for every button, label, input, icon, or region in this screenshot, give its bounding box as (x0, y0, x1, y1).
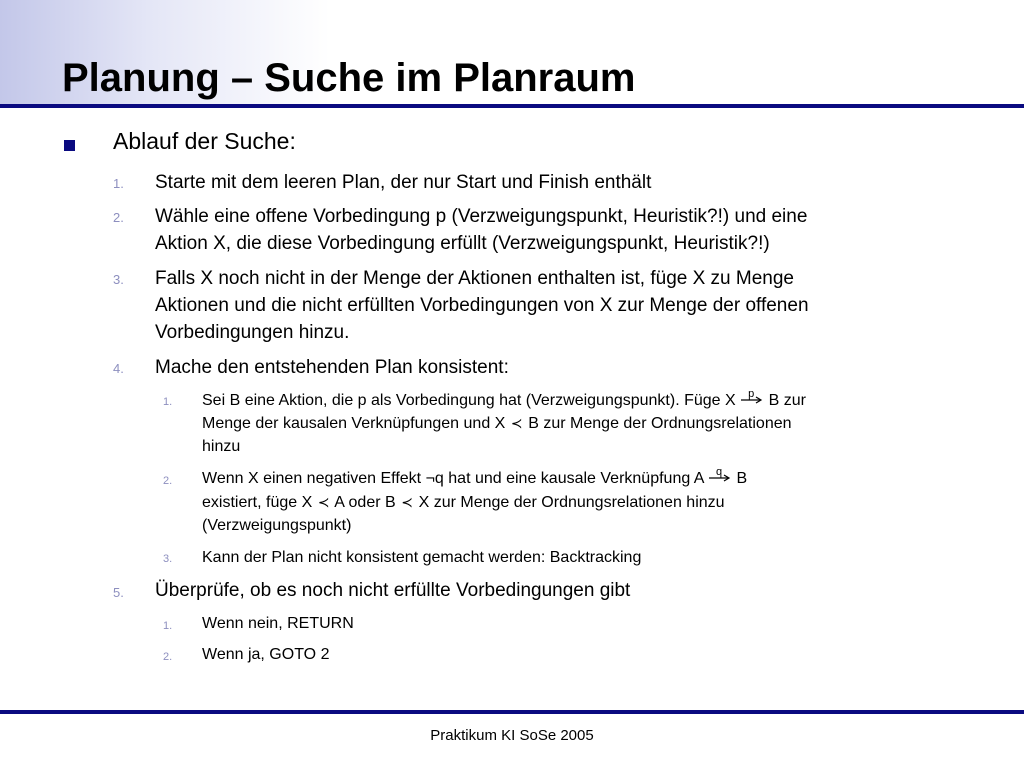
bullet-heading: Ablauf der Suche: (113, 128, 296, 154)
precedes-symbol: ≺ (510, 415, 523, 431)
substep-4-2-line-3: (Verzweigungspunkt) (202, 517, 352, 534)
step-3-line-1: Falls X noch nicht in der Menge der Aktionen enthalten ist, füge X zu Menge (155, 268, 794, 289)
substep-4-1-number: 1. (163, 396, 173, 408)
substep-4-1-line-2: Menge der kausalen Verknüpfungen und X ≺ B zur Menge der Ordnungsrelationen (202, 412, 792, 436)
slide-title: Planung – Suche im Planraum (62, 56, 636, 100)
step-5-line-1: Überprüfe, ob es noch nicht erfüllte Vorbedingungen gibt (155, 580, 631, 601)
substep-5-1-line-1: Wenn nein, RETURN (202, 615, 354, 632)
step-2-number: 2. (113, 210, 124, 225)
step-5-number: 5. (113, 585, 124, 600)
step-4-number: 4. (113, 361, 124, 376)
substep-4-3-number: 3. (163, 553, 173, 565)
substep-5-2-number: 2. (163, 651, 173, 663)
substep-4-3-line-1: Kann der Plan nicht konsistent gemacht werden: Backtracking (202, 549, 642, 566)
substep-4-1-line-1: Sei B eine Aktion, die p als Vorbedingung hat (Verzweigungspunkt). Füge X p B zur (202, 388, 806, 409)
substep-4-2-number: 2. (163, 475, 173, 487)
step-4-line-1: Mache den entstehenden Plan konsistent: (155, 357, 509, 378)
step-2-line-2: Aktion X, die diese Vorbedingung erfüllt (Verzweigungspunkt, Heuristik?!) (155, 233, 770, 254)
causal-link-arrow-icon: q (708, 469, 732, 485)
step-3-line-3: Vorbedingungen hinzu. (155, 322, 350, 343)
footer-rule (0, 710, 1024, 714)
substep-4-2-line-1: Wenn X einen negativen Effekt ¬q hat und eine kausale Verknüpfung A q B (202, 466, 748, 487)
step-1-number: 1. (113, 176, 124, 191)
square-bullet-icon (64, 140, 75, 151)
step-2-line-1: Wähle eine offene Vorbedingung p (Verzweigungspunkt, Heuristik?!) und eine (155, 206, 808, 227)
step-1-line-1: Starte mit dem leeren Plan, der nur Start und Finish enthält (155, 172, 652, 193)
footer-text: Praktikum KI SoSe 2005 (430, 727, 594, 744)
title-rule (0, 104, 1024, 108)
substep-4-1-line-3: hinzu (202, 438, 241, 455)
precedes-symbol: ≺ (401, 494, 413, 510)
negation-symbol: ¬ (425, 470, 435, 487)
substep-5-2-line-1: Wenn ja, GOTO 2 (202, 646, 330, 663)
substep-4-2-line-2: existiert, füge X ≺ A oder B ≺ X zur Menge der Ordnungsrelationen hinzu (202, 491, 725, 515)
causal-link-arrow-icon: p (740, 391, 764, 407)
precedes-symbol: ≺ (317, 494, 330, 510)
substep-5-1-number: 1. (163, 620, 173, 632)
step-3-number: 3. (113, 272, 124, 287)
step-3-line-2: Aktionen und die nicht erfüllten Vorbedingungen von X zur Menge der offenen (155, 295, 809, 316)
